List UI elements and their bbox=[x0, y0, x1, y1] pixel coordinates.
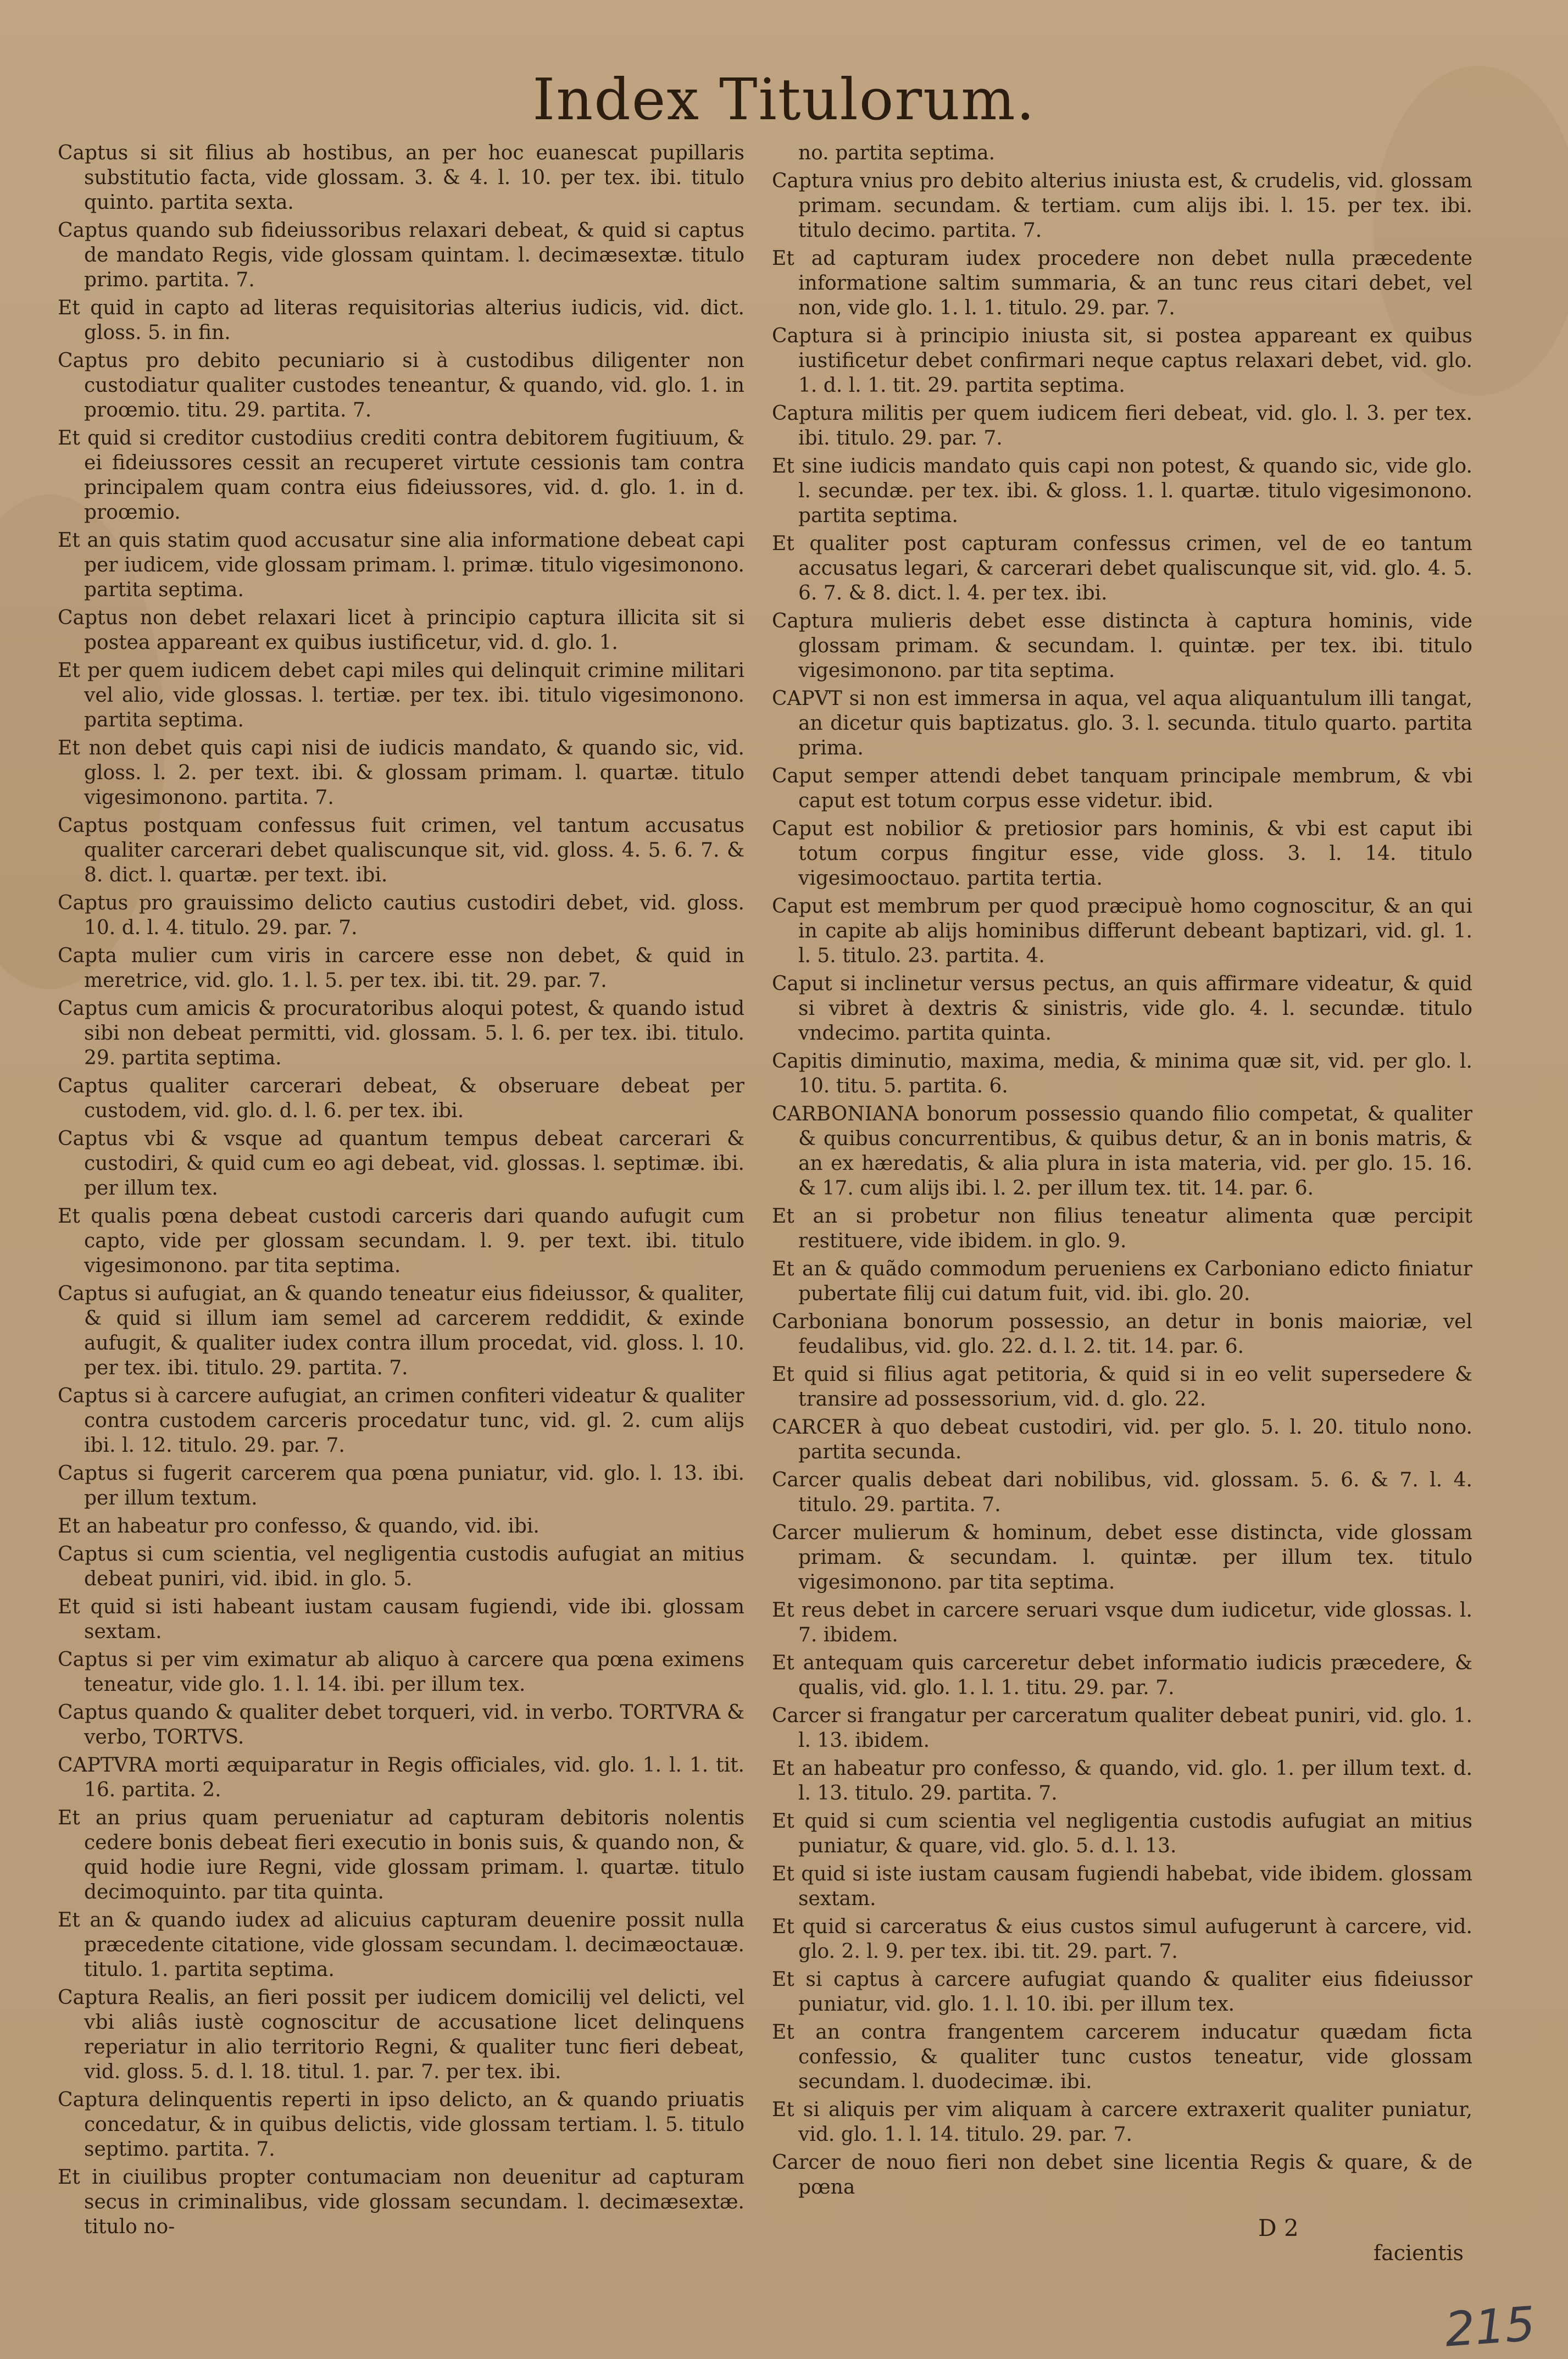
index-entry: Captus pro grauissimo delicto cautius custodiri debet, vid. gloss. 10. d. l. 4. titulo. 29. par. 7. bbox=[58, 892, 744, 939]
index-entry: Carboniana bonorum possessio, an detur in bonis maioriæ, vel feudalibus, vid. glo. 22. d. l. 2. tit. 14. par. 6. bbox=[772, 1311, 1472, 1358]
index-entry: Captura Realis, an fieri possit per iudicem domicilij vel delicti, vel vbi aliâs iustè cognoscitur de accusatione licet delinquens reperiatur in alio territorio Regni, & qualiter tunc fieri debeat, vid. gloss. 5. d. l. 18. titul. 1. par. 7. per tex. ibi. bbox=[58, 1986, 744, 2083]
index-entry: Captus si fugerit carcerem qua pœna puniatur, vid. glo. l. 13. ibi. per illum textum. bbox=[58, 1462, 744, 1509]
index-entry: Carcer qualis debeat dari nobilibus, vid. glossam. 5. 6. & 7. l. 4. titulo. 29. partita. 7. bbox=[772, 1469, 1472, 1516]
index-entry: Caput est membrum per quod præcipuè homo cognoscitur, & an qui in capite ab alijs hominibus differunt debeant baptizari, vid. gl. 1. l. 5. titulo. 23. partita. 4. bbox=[772, 895, 1472, 967]
index-entry: Carcer mulierum & hominum, debet esse distincta, vide glossam primam. & secundam. l. quintæ. per illum tex. titulo vigesimonono. par tita septima. bbox=[772, 1522, 1472, 1594]
right-column bbox=[772, 141, 1472, 2240]
index-entry: Et an & quãdo commodum perueniens ex Carboniano edicto finiatur pubertate filij cui datum fuit, vid. ibi. glo. 20. bbox=[772, 1258, 1472, 1305]
index-entry: Captus si cum scientia, vel negligentia custodis aufugiat an mitius debeat puniri, vid. ibid. in glo. 5. bbox=[58, 1543, 744, 1590]
index-entry: Et an si probetur non filius teneatur alimenta quæ percipit restituere, vide ibidem. in glo. 9. bbox=[772, 1205, 1472, 1252]
index-entry: Caput si inclinetur versus pectus, an quis affirmare videatur, & quid si vibret à dextris & sinistris, vide glo. 4. l. secundæ. titulo vndecimo. partita quinta. bbox=[772, 973, 1472, 1045]
index-entry: Et an contra frangentem carcerem inducatur quædam ficta confessio, & qualiter tunc custos teneatur, vide glossam secundam. l. duodecimæ. ibi. bbox=[772, 2021, 1472, 2093]
index-entry: Carcer de nouo fieri non debet sine licentia Regis & quare, & de pœna bbox=[772, 2151, 1472, 2199]
index-entry: CAPTVRA morti æquiparatur in Regis officiales, vid. glo. 1. l. 1. tit. 16. partita. 2. bbox=[58, 1754, 744, 1801]
index-entry: Et an habeatur pro confesso, & quando, vid. glo. 1. per illum text. d. l. 13. titulo. 29. partita. 7. bbox=[772, 1757, 1472, 1805]
index-entry: Et quid si cum scientia vel negligentia custodis aufugiat an mitius puniatur, & quare, vid. glo. 5. d. l. 13. bbox=[772, 1810, 1472, 1857]
index-entry: Et ad capturam iudex procedere non debet nulla præcedente informatione saltim summaria, & an tunc reus citari debet, vel non, vide glo. 1. l. 1. titulo. 29. par. 7. bbox=[772, 247, 1472, 319]
index-entry: CARBONIANA bonorum possessio quando filio competat, & qualiter & quibus concurrentibus, & quibus detur, & an in bonis matris, & an ex hæredatis, & alia plura in ista materia, vid. per glo. 15. 16. & 17. cum alijs ibi. l. 2. per illum tex. tit. 14. par. 6. bbox=[772, 1103, 1472, 1200]
index-entry: Et quid si carceratus & eius custos simul aufugerunt à carcere, vid. glo. 2. l. 9. per tex. ibi. tit. 29. part. 7. bbox=[772, 1916, 1472, 1963]
index-entry: Captus si aufugiat, an & quando teneatur eius fideiussor, & qualiter, & quid si illum iam semel ad carcerem reddidit, & exinde aufugit, & qualiter iudex contra illum procedat, vid. gloss. l. 10. per tex. ibi. titulo. 29. partita. 7. bbox=[58, 1283, 744, 1379]
index-entry: Et an & quando iudex ad alicuius capturam deuenire possit nulla præcedente citatione, vide glossam secundam. l. decimæoctauæ. titulo. 1. partita septima. bbox=[58, 1909, 744, 1981]
index-entry: Captus quando & qualiter debet torqueri, vid. in verbo. TORTVRA & verbo, TORTVS. bbox=[58, 1701, 744, 1749]
index-entry: Et quid si creditor custodiius crediti contra debitorem fugitiuum, & ei fideiussores cessit an recuperet virtute cessionis tam contra principalem quam contra eius fideiussores, vid. d. glo. 1. in d. proœmio. bbox=[58, 427, 744, 524]
folio-number: 215 bbox=[1443, 2296, 1537, 2358]
index-entry: Et quid si filius agat petitoria, & quid si in eo velit supersedere & transire ad possessorium, vid. d. glo. 22. bbox=[772, 1363, 1472, 1411]
index-entry: Et sine iudicis mandato quis capi non potest, & quando sic, vide glo. l. secundæ. per tex. ibi. & gloss. 1. l. quartæ. titulo vigesimonono. partita septima. bbox=[772, 455, 1472, 527]
index-entry: Captus postquam confessus fuit crimen, vel tantum accusatus qualiter carcerari debet qualiscunque sit, vid. gloss. 4. 5. 6. 7. & 8. dict. l. quartæ. per text. ibi. bbox=[58, 814, 744, 886]
index-entry: Captus si à carcere aufugiat, an crimen confiteri videatur & qualiter contra custodem carceris procedatur tunc, vid. gl. 2. cum alijs ibi. l. 12. titulo. 29. par. 7. bbox=[58, 1385, 744, 1457]
catchword: facientis bbox=[1374, 2241, 1464, 2265]
index-entry: Et non debet quis capi nisi de iudicis mandato, & quando sic, vid. gloss. l. 2. per text. ibi. & glossam primam. l. quartæ. titulo vigesimonono. partita. 7. bbox=[58, 737, 744, 809]
index-entry: Et an habeatur pro confesso, & quando, vid. ibi. bbox=[58, 1515, 540, 1537]
index-entry: Captura mulieris debet esse distincta à captura hominis, vide glossam primam. & secundam. l. quintæ. per tex. ibi. titulo vigesimonono. par tita septima. bbox=[772, 610, 1472, 682]
index-entry: Captus si per vim eximatur ab aliquo à carcere qua pœna eximens teneatur, vide glo. 1. l. 14. ibi. per illum tex. bbox=[58, 1648, 744, 1696]
index-entry: Caput semper attendi debet tanquam principale membrum, & vbi caput est totum corpus esse videtur. ibid. bbox=[772, 765, 1472, 812]
index-entry: Et quid si isti habeant iustam causam fugiendi, vide ibi. glossam sextam. bbox=[58, 1596, 744, 1643]
index-entry: Et quid si iste iustam causam fugiendi habebat, vide ibidem. glossam sextam. bbox=[772, 1863, 1472, 1910]
index-entry: Et qualis pœna debeat custodi carceris dari quando aufugit cum capto, vide per glossam secundam. l. 9. per text. ibi. titulo vigesimonono. par tita septima. bbox=[58, 1205, 744, 1277]
index-entry: Captus vbi & vsque ad quantum tempus debeat carcerari & custodiri, & quid cum eo agi debeat, vid. glossas. l. septimæ. ibi. per illum tex. bbox=[58, 1128, 744, 1200]
index-entry: Caput est nobilior & pretiosior pars hominis, & vbi est caput ibi totum corpus fingitur esse, vide gloss. 3. l. 14. titulo vigesimooctauo. partita tertia. bbox=[772, 818, 1472, 890]
index-entry: Captus si sit filius ab hostibus, an per hoc euanescat pupillaris substitutio facta, vide glossam. 3. & 4. l. 10. per tex. ibi. titulo quinto. partita sexta. bbox=[58, 142, 744, 214]
index-entry: Et per quem iudicem debet capi miles qui delinquit crimine militari vel alio, vide glossas. l. tertiæ. per tex. ibi. titulo vigesimonono. partita septima. bbox=[58, 659, 744, 731]
index-entry: Captus pro debito pecuniario si à custodibus diligenter non custodiatur qualiter custodes teneantur, & quando, vid. glo. 1. in proœmio. titu. 29. partita. 7. bbox=[58, 349, 744, 421]
index-entry: Et qualiter post capturam confessus crimen, vel de eo tantum accusatus legari, & carcerari debet qualiscunque sit, vid. glo. 4. 5. 6. 7. & 8. dict. l. 4. per tex. ibi. bbox=[772, 532, 1472, 604]
index-entry: Captus cum amicis & procuratoribus aloqui potest, & quando istud sibi non debeat permitti, vid. glossam. 5. l. 6. per tex. ibi. titulo. 29. partita septima. bbox=[58, 997, 744, 1069]
index-entry: Et si captus à carcere aufugiat quando & qualiter eius fideiussor puniatur, vid. glo. 1. l. 10. ibi. per illum tex. bbox=[772, 1968, 1472, 2016]
index-entry: CARCER à quo debeat custodiri, vid. per glo. 5. l. 20. titulo nono. partita secunda. bbox=[772, 1416, 1472, 1463]
index-entry: no. partita septima. bbox=[798, 142, 996, 164]
index-entry: Et an prius quam perueniatur ad capturam debitoris nolentis cedere bonis debeat fieri executio in bonis suis, & quando non, & quid hodie iure Regni, vide glossam primam. l. quartæ. titulo decimoquinto. par tita quinta. bbox=[58, 1807, 744, 1903]
index-entry: Captus qualiter carcerari debeat, & obseruare debeat per custodem, vid. glo. d. l. 6. per tex. ibi. bbox=[58, 1075, 744, 1122]
index-entry: Et in ciuilibus propter contumaciam non deuenitur ad capturam secus in criminalibus, vide glossam secundam. l. decimæsextæ. titulo no- bbox=[58, 2166, 744, 2238]
index-entry: Capta mulier cum viris in carcere esse non debet, & quid in meretrice, vid. glo. 1. l. 5. per tex. ibi. tit. 29. par. 7. bbox=[58, 945, 744, 992]
signature-mark: D 2 bbox=[1258, 2214, 1299, 2241]
index-entry: Et an quis statim quod accusatur sine alia informatione debeat capi per iudicem, vide glossam primam. l. primæ. titulo vigesimonono. partita septima. bbox=[58, 529, 744, 601]
page-title: Index Titulorum. bbox=[532, 66, 1036, 133]
left-column bbox=[58, 141, 744, 2240]
index-entry: Captus non debet relaxari licet à principio captura illicita sit si postea appareant ex quibus iustificetur, vid. d. glo. 1. bbox=[58, 607, 744, 654]
index-entry: Et si aliquis per vim aliquam à carcere extraxerit qualiter puniatur, vid. glo. 1. l. 14. titulo. 29. par. 7. bbox=[772, 2099, 1472, 2146]
index-entry: Captura militis per quem iudicem fieri debeat, vid. glo. l. 3. per tex. ibi. titulo. 29. par. 7. bbox=[772, 402, 1472, 449]
index-entry: Carcer si frangatur per carceratum qualiter debeat puniri, vid. glo. 1. l. 13. ibidem. bbox=[772, 1705, 1472, 1752]
index-entry: Et antequam quis carceretur debet informatio iudicis præcedere, & qualis, vid. glo. 1. l. 1. titu. 29. par. 7. bbox=[772, 1652, 1472, 1699]
index-entry: Et quid in capto ad literas requisitorias alterius iudicis, vid. dict. gloss. 5. in fin. bbox=[58, 297, 744, 344]
index-entry: Captura vnius pro debito alterius iniusta est, & crudelis, vid. glossam primam. secundam. & tertiam. cum alijs ibi. l. 15. per tex. ibi. titulo decimo. partita. 7. bbox=[772, 170, 1472, 242]
index-entry: Capitis diminutio, maxima, media, & minima quæ sit, vid. per glo. l. 10. titu. 5. partita. 6. bbox=[772, 1050, 1472, 1097]
index-entry: Captus quando sub fideiussoribus relaxari debeat, & quid si captus de mandato Regis, vide glossam quintam. l. decimæsextæ. titulo primo. partita. 7. bbox=[58, 219, 744, 291]
index-entry: CAPVT si non est immersa in aqua, vel aqua aliquantulum illi tangat, an dicetur quis baptizatus. glo. 3. l. secunda. titulo quarto. partita prima. bbox=[772, 687, 1472, 759]
index-entry: Captura delinquentis reperti in ipso delicto, an & quando priuatis concedatur, & in quibus delictis, vide glossam tertiam. l. 5. titulo septimo. partita. 7. bbox=[58, 2089, 744, 2161]
index-entry: Captura si à principio iniusta sit, si postea appareant ex quibus iustificetur debet confirmari neque captus relaxari debet, vid. glo. 1. d. l. 1. tit. 29. partita septima. bbox=[772, 325, 1472, 397]
index-entry: Et reus debet in carcere seruari vsque dum iudicetur, vide glossas. l. 7. ibidem. bbox=[772, 1599, 1472, 1646]
